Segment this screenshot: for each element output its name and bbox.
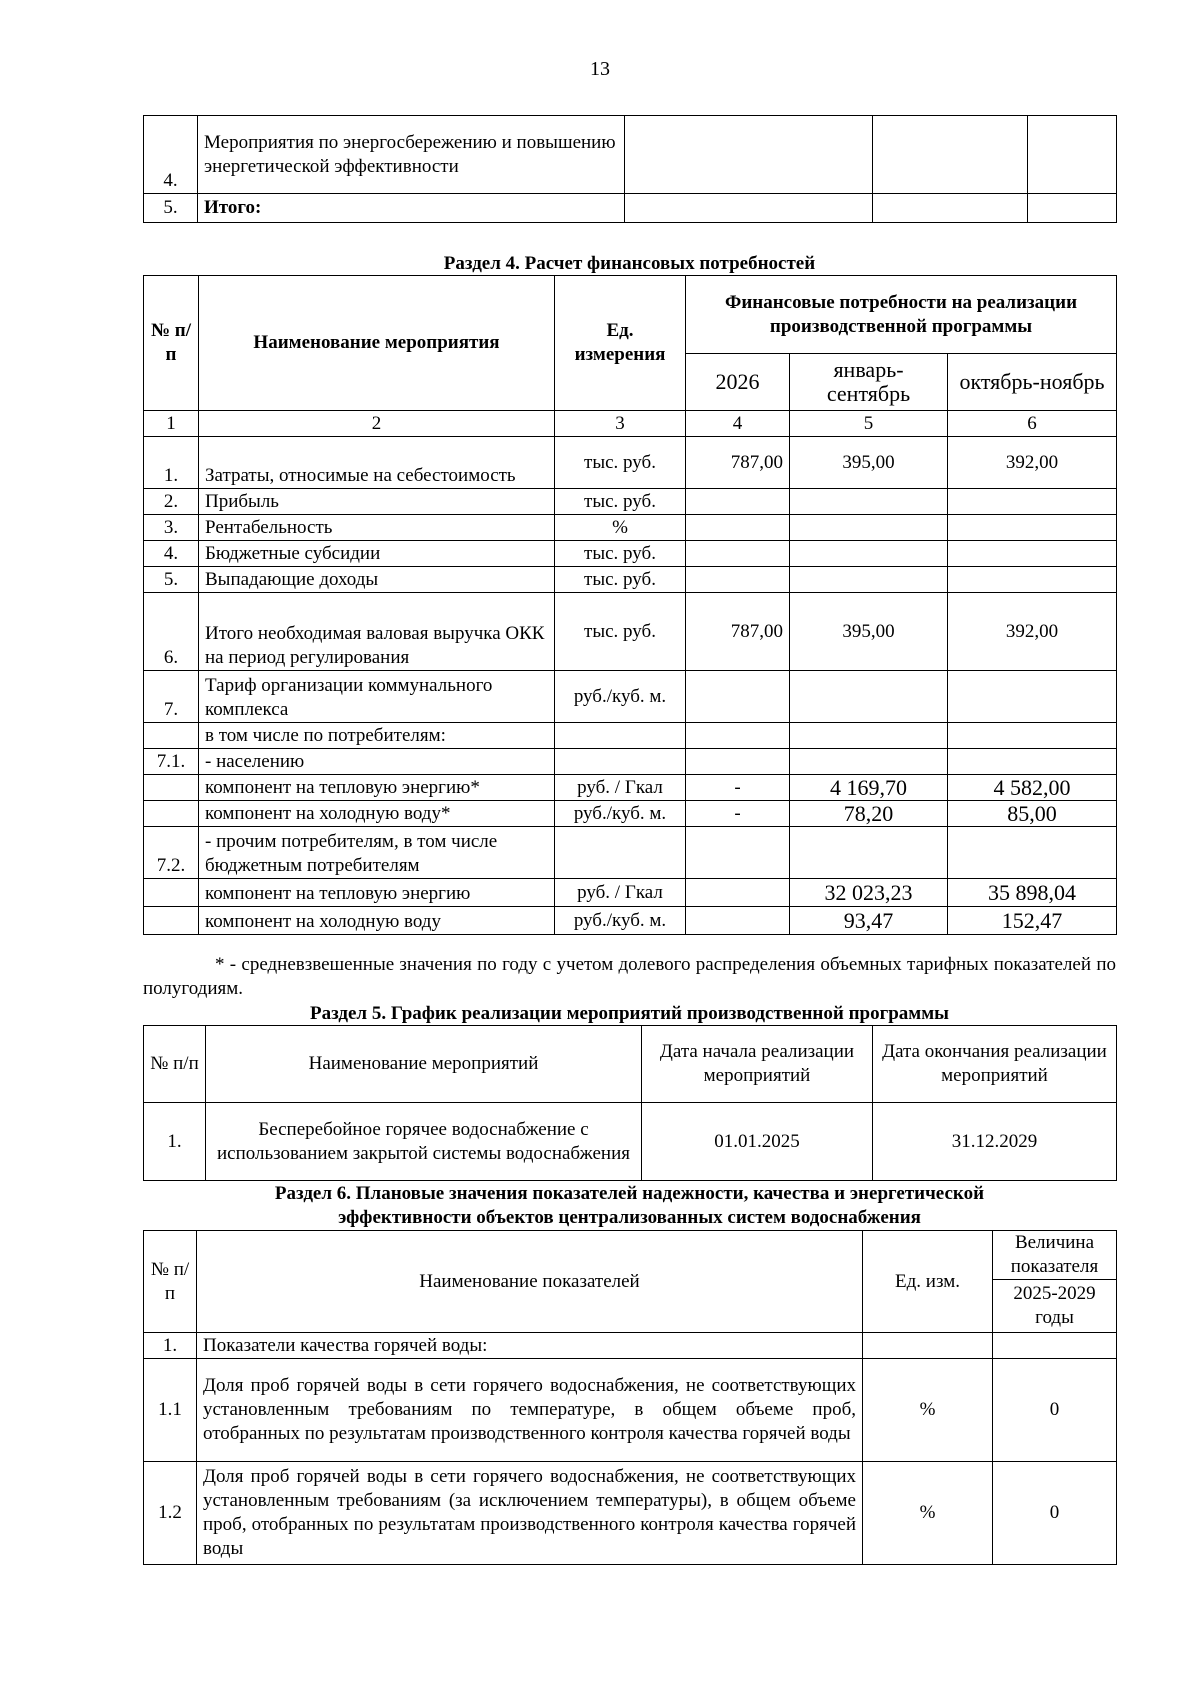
row-value-jan-sep xyxy=(790,541,948,567)
row-unit xyxy=(555,749,686,775)
header-fin-needs: Финансовые потребности на реализации производственной программы xyxy=(686,276,1117,354)
header-name: Наименование мероприятия xyxy=(199,276,555,411)
table-row xyxy=(144,749,1117,775)
table-row xyxy=(144,116,1117,194)
row-value-oct-nov xyxy=(948,541,1117,567)
row-value-jan-sep xyxy=(790,671,948,723)
row-number: 1.1 xyxy=(144,1359,197,1462)
col-number: 3 xyxy=(555,411,686,437)
row-value-2026 xyxy=(686,879,790,907)
row-name: Показатели качества горячей воды: xyxy=(197,1333,863,1359)
row-value-jan-sep xyxy=(790,515,948,541)
row-number: 3. xyxy=(144,515,199,541)
footnote: * - средневзвешенные значения по году с учетом долевого распределения объемных тарифных показателей по полугодиям. xyxy=(143,954,1116,999)
table-row xyxy=(144,593,1117,671)
row-value-oct-nov xyxy=(948,567,1117,593)
table-row xyxy=(144,879,1117,907)
header-end-date: Дата окончания реализации мероприятий xyxy=(873,1026,1117,1103)
row-unit: % xyxy=(863,1359,993,1462)
row-value-jan-sep xyxy=(790,749,948,775)
row-unit: руб./куб. м. xyxy=(555,907,686,935)
row-start-date: 01.01.2025 xyxy=(642,1103,873,1181)
row-name: компонент на холодную воду xyxy=(199,907,555,935)
row-value-jan-sep xyxy=(790,723,948,749)
row-value-oct-nov xyxy=(948,515,1117,541)
row-number: 6. xyxy=(144,593,199,671)
row-name: Итого: xyxy=(198,194,625,223)
row-value-oct-nov xyxy=(948,671,1117,723)
row-number: 4. xyxy=(144,116,198,194)
row-unit: руб./куб. м. xyxy=(555,801,686,827)
row-unit: тыс. руб. xyxy=(555,489,686,515)
row-unit xyxy=(863,1333,993,1359)
row-unit xyxy=(555,827,686,879)
section4-title: Раздел 4. Расчет финансовых потребностей xyxy=(443,253,816,274)
table-row xyxy=(144,775,1117,801)
table-row xyxy=(144,437,1117,489)
row-name: компонент на тепловую энергию* xyxy=(199,775,555,801)
row-name: Доля проб горячей воды в сети горячего водоснабжения, не соответствующих установленным требованиям по температуре, в общем объеме проб, отобранных по результатам производственного контроля качества горячей воды xyxy=(197,1359,863,1462)
top-table xyxy=(143,115,1117,223)
row-name: Выпадающие доходы xyxy=(199,567,555,593)
row-value-oct-nov: 152,47 xyxy=(948,907,1117,935)
row-number: 1. xyxy=(144,437,199,489)
page-number: 13 xyxy=(590,58,610,80)
row-value-jan-sep: 4 169,70 xyxy=(790,775,948,801)
row-number xyxy=(144,879,199,907)
header-row xyxy=(144,1231,1117,1280)
row-name: Мероприятия по энергосбережению и повышению энергетической эффективности xyxy=(198,116,625,194)
row-number: 4. xyxy=(144,541,199,567)
row-value-2026 xyxy=(686,567,790,593)
header-oct-nov: октябрь-ноябрь xyxy=(948,354,1117,411)
row-value-2026 xyxy=(686,827,790,879)
table-row xyxy=(144,1462,1117,1565)
row-unit xyxy=(555,723,686,749)
table-row xyxy=(144,671,1117,723)
header-jan-sep: январь-сентябрь xyxy=(790,354,948,411)
table-row xyxy=(144,723,1117,749)
header-2026: 2026 xyxy=(686,354,790,411)
row-value-jan-sep xyxy=(790,489,948,515)
header-period: 2025-2029 годы xyxy=(993,1280,1117,1333)
row-value-2026 xyxy=(686,671,790,723)
row-value-oct-nov: 35 898,04 xyxy=(948,879,1117,907)
row-value: 0 xyxy=(993,1359,1117,1462)
row-name: Бесперебойное горячее водоснабжение с использованием закрытой системы водоснабжения xyxy=(206,1103,642,1181)
row-number: 7. xyxy=(144,671,199,723)
row-name: Итого необходимая валовая выручка ОКК на период регулирования xyxy=(199,593,555,671)
section6-title-line2: эффективности объектов централизованных систем водоснабжения xyxy=(338,1207,921,1228)
row-value-jan-sep xyxy=(790,827,948,879)
row-value-oct-nov xyxy=(948,723,1117,749)
row-value-oct-nov: 85,00 xyxy=(948,801,1117,827)
row-unit: тыс. руб. xyxy=(555,541,686,567)
row-number: 1. xyxy=(144,1333,197,1359)
row-value-jan-sep: 395,00 xyxy=(790,437,948,489)
section5-table xyxy=(143,1025,1117,1181)
row-value-2026 xyxy=(686,515,790,541)
row-value-oct-nov xyxy=(948,749,1117,775)
row-unit: % xyxy=(555,515,686,541)
header-unit: Ед. изм. xyxy=(863,1231,993,1333)
row-value-oct-nov: 392,00 xyxy=(948,593,1117,671)
row-value-2026 xyxy=(686,489,790,515)
col-number: 6 xyxy=(948,411,1117,437)
empty-cell xyxy=(625,194,873,223)
row-name: - прочим потребителям, в том числе бюджетным потребителям xyxy=(199,827,555,879)
column-numbers-row xyxy=(144,411,1117,437)
row-name: компонент на тепловую энергию xyxy=(199,879,555,907)
row-value-jan-sep: 78,20 xyxy=(790,801,948,827)
row-value-2026: - xyxy=(686,775,790,801)
table-row xyxy=(144,541,1117,567)
row-value-2026: 787,00 xyxy=(686,437,790,489)
row-value-jan-sep: 93,47 xyxy=(790,907,948,935)
row-value-oct-nov xyxy=(948,489,1117,515)
row-value: 0 xyxy=(993,1462,1117,1565)
empty-cell xyxy=(873,116,1028,194)
row-name: Бюджетные субсидии xyxy=(199,541,555,567)
header-unit: Ед. измерения xyxy=(555,276,686,411)
table-row xyxy=(144,1333,1117,1359)
row-name: - населению xyxy=(199,749,555,775)
header-row xyxy=(144,1026,1117,1103)
row-unit: руб. / Гкал xyxy=(555,879,686,907)
row-value-2026 xyxy=(686,541,790,567)
row-value-2026 xyxy=(686,749,790,775)
row-value-oct-nov: 4 582,00 xyxy=(948,775,1117,801)
row-name: Тариф организации коммунального комплекса xyxy=(199,671,555,723)
row-value-jan-sep: 32 023,23 xyxy=(790,879,948,907)
section4-table xyxy=(143,275,1117,935)
header-name: Наименование мероприятий xyxy=(206,1026,642,1103)
section5-title: Раздел 5. График реализации мероприятий производственной программы xyxy=(309,1003,950,1024)
row-number xyxy=(144,775,199,801)
empty-cell xyxy=(873,194,1028,223)
col-number: 4 xyxy=(686,411,790,437)
row-value-oct-nov xyxy=(948,827,1117,879)
header-name: Наименование показателей xyxy=(197,1231,863,1333)
row-unit: тыс. руб. xyxy=(555,437,686,489)
empty-cell xyxy=(1028,194,1117,223)
row-number xyxy=(144,723,199,749)
header-row xyxy=(144,276,1117,354)
row-name: Прибыль xyxy=(199,489,555,515)
section4-rows xyxy=(144,437,1117,935)
row-number: 7.1. xyxy=(144,749,199,775)
col-number: 1 xyxy=(144,411,199,437)
row-value-2026 xyxy=(686,723,790,749)
table-row xyxy=(144,1359,1117,1462)
row-number: 2. xyxy=(144,489,199,515)
row-number xyxy=(144,907,199,935)
row-number: 5. xyxy=(144,194,198,223)
table-row xyxy=(144,567,1117,593)
row-name: в том числе по потребителям: xyxy=(199,723,555,749)
row-unit: тыс. руб. xyxy=(555,593,686,671)
row-number: 1. xyxy=(144,1103,206,1181)
row-value xyxy=(993,1333,1117,1359)
row-name: Доля проб горячей воды в сети горячего водоснабжения, не соответствующих установленным требованиям (за исключением температуры), в общем объеме проб, отобранных по результатам производственного контроля качества горячей воды xyxy=(197,1462,863,1565)
col-number: 5 xyxy=(790,411,948,437)
row-name: Рентабельность xyxy=(199,515,555,541)
header-value: Величина показателя xyxy=(993,1231,1117,1280)
row-number xyxy=(144,801,199,827)
row-end-date: 31.12.2029 xyxy=(873,1103,1117,1181)
row-value-jan-sep xyxy=(790,567,948,593)
row-number: 7.2. xyxy=(144,827,199,879)
row-number: 1.2 xyxy=(144,1462,197,1565)
row-unit: руб. / Гкал xyxy=(555,775,686,801)
empty-cell xyxy=(1028,116,1117,194)
row-unit: % xyxy=(863,1462,993,1565)
header-num: № п/п xyxy=(144,1231,197,1333)
row-name: компонент на холодную воду* xyxy=(199,801,555,827)
row-unit: руб./куб. м. xyxy=(555,671,686,723)
col-number: 2 xyxy=(199,411,555,437)
row-value-2026: 787,00 xyxy=(686,593,790,671)
table-row xyxy=(144,907,1117,935)
table-row xyxy=(144,194,1117,223)
row-value-jan-sep: 395,00 xyxy=(790,593,948,671)
section6-title-line1: Раздел 6. Плановые значения показателей надежности, качества и энергетической xyxy=(274,1183,985,1204)
section6-table xyxy=(143,1230,1117,1565)
row-unit: тыс. руб. xyxy=(555,567,686,593)
header-num: № п/п xyxy=(144,1026,206,1103)
table-row xyxy=(144,801,1117,827)
table-row xyxy=(144,489,1117,515)
header-num: № п/п xyxy=(144,276,199,411)
table-row xyxy=(144,827,1117,879)
row-name: Затраты, относимые на себестоимость xyxy=(199,437,555,489)
row-value-oct-nov: 392,00 xyxy=(948,437,1117,489)
table-row xyxy=(144,1103,1117,1181)
empty-cell xyxy=(625,116,873,194)
header-start-date: Дата начала реализации мероприятий xyxy=(642,1026,873,1103)
row-value-2026 xyxy=(686,907,790,935)
row-number: 5. xyxy=(144,567,199,593)
row-value-2026: - xyxy=(686,801,790,827)
table-row xyxy=(144,515,1117,541)
